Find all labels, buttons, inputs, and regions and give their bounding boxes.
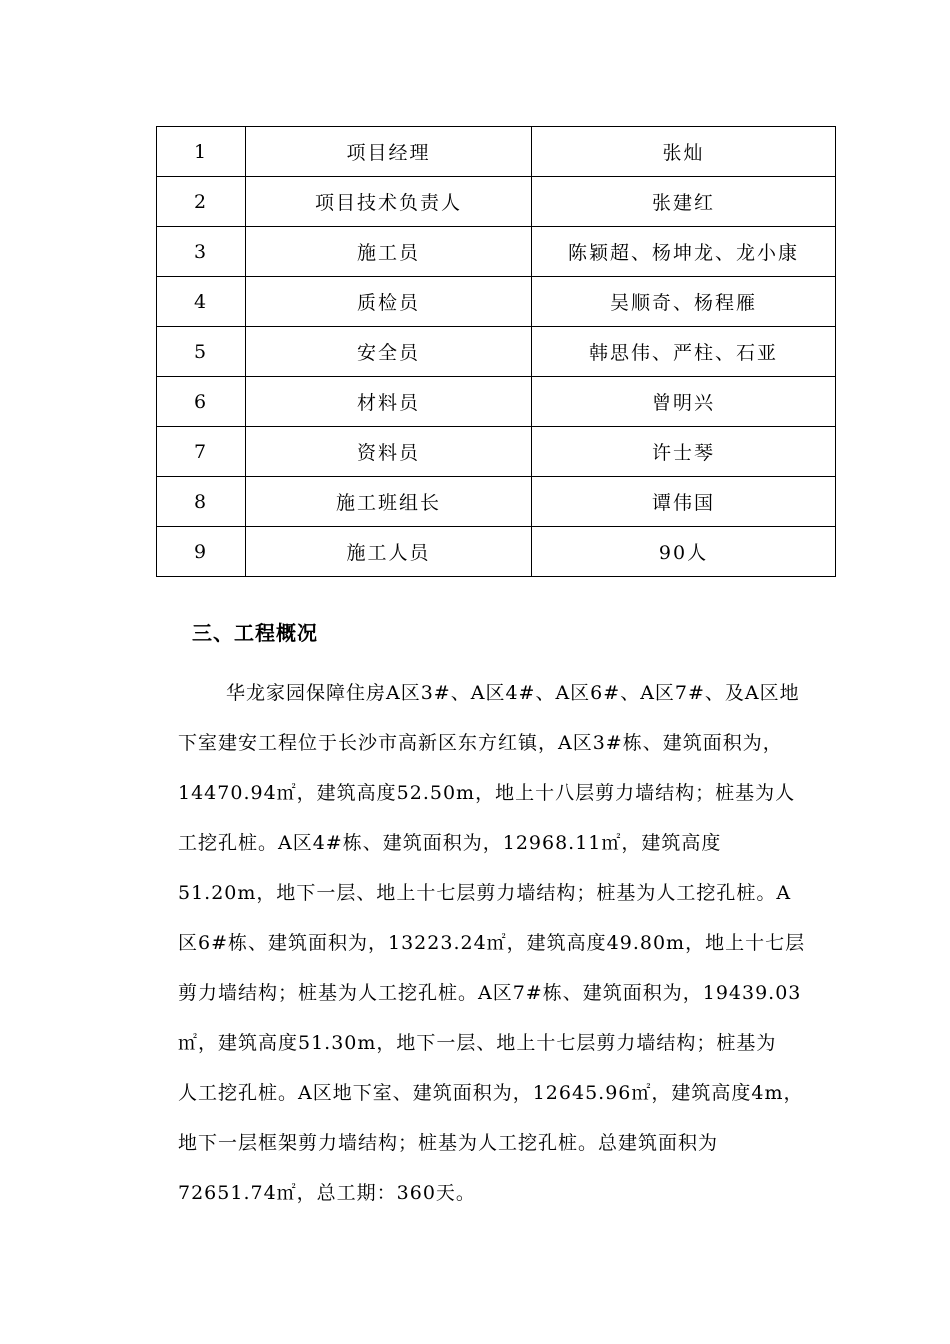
paragraph-line: 地下一层框架剪力墙结构；桩基为人工挖孔桩。总建筑面积为	[178, 1132, 719, 1154]
paragraph-line: ㎡，建筑高度51.30m，地下一层、地上十七层剪力墙结构；桩基为	[178, 1032, 777, 1054]
table-row	[157, 127, 836, 177]
role-cell: 材料员	[246, 377, 532, 427]
name-cell: 吴顺奇、杨程雁	[532, 277, 836, 327]
paragraph-line: 剪力墙结构；桩基为人工挖孔桩。A区7#栋、建筑面积为，19439.03	[178, 982, 802, 1004]
paragraph-line: 区6#栋、建筑面积为，13223.24㎡，建筑高度49.80m，地上十七层	[178, 932, 806, 954]
paragraph-line: 72651.74㎡，总工期：360天。	[178, 1182, 476, 1204]
name-cell: 陈颖超、杨坤龙、龙小康	[532, 227, 836, 277]
row-number: 8	[157, 477, 246, 527]
name-cell: 曾明兴	[532, 377, 836, 427]
row-number: 7	[157, 427, 246, 477]
row-number: 1	[157, 127, 246, 177]
row-number: 4	[157, 277, 246, 327]
role-cell: 项目技术负责人	[246, 177, 532, 227]
table-row	[157, 177, 836, 227]
paragraph-line: 51.20m，地下一层、地上十七层剪力墙结构；桩基为人工挖孔桩。A	[178, 882, 792, 904]
role-cell: 施工员	[246, 227, 532, 277]
paragraph-line: 工挖孔桩。A区4#栋、建筑面积为，12968.11㎡，建筑高度	[178, 832, 722, 854]
name-cell: 张灿	[532, 127, 836, 177]
table-row	[157, 227, 836, 277]
role-cell: 安全员	[246, 327, 532, 377]
role-cell: 施工人员	[246, 527, 532, 577]
paragraph-line: 人工挖孔桩。A区地下室、建筑面积为，12645.96㎡，建筑高度4m，	[178, 1082, 804, 1104]
role-cell: 施工班组长	[246, 477, 532, 527]
role-cell: 资料员	[246, 427, 532, 477]
section-heading: 三、工程概况	[192, 621, 318, 645]
row-number: 2	[157, 177, 246, 227]
row-number: 3	[157, 227, 246, 277]
table-row	[157, 277, 836, 327]
staff-table-body	[157, 127, 836, 577]
name-cell: 张建红	[532, 177, 836, 227]
paragraph-line: 下室建安工程位于长沙市高新区东方红镇，A区3#栋、建筑面积为，	[178, 732, 783, 754]
name-cell: 谭伟国	[532, 477, 836, 527]
role-cell: 质检员	[246, 277, 532, 327]
project-overview-paragraph	[178, 668, 848, 1218]
table-row	[157, 327, 836, 377]
paragraph-line: 14470.94㎡，建筑高度52.50m，地上十八层剪力墙结构；桩基为人	[178, 782, 796, 804]
table-row	[157, 377, 836, 427]
row-number: 5	[157, 327, 246, 377]
table-row	[157, 527, 836, 577]
paragraph-line: 华龙家园保障住房A区3#、A区4#、A区6#、A区7#、及A区地	[226, 682, 800, 704]
table-row	[157, 427, 836, 477]
role-cell: 项目经理	[246, 127, 532, 177]
name-cell: 韩思伟、严柱、石亚	[532, 327, 836, 377]
row-number: 9	[157, 527, 246, 577]
staff-table	[156, 126, 836, 577]
table-row	[157, 477, 836, 527]
name-cell: 90人	[532, 527, 836, 577]
name-cell: 许士琴	[532, 427, 836, 477]
row-number: 6	[157, 377, 246, 427]
